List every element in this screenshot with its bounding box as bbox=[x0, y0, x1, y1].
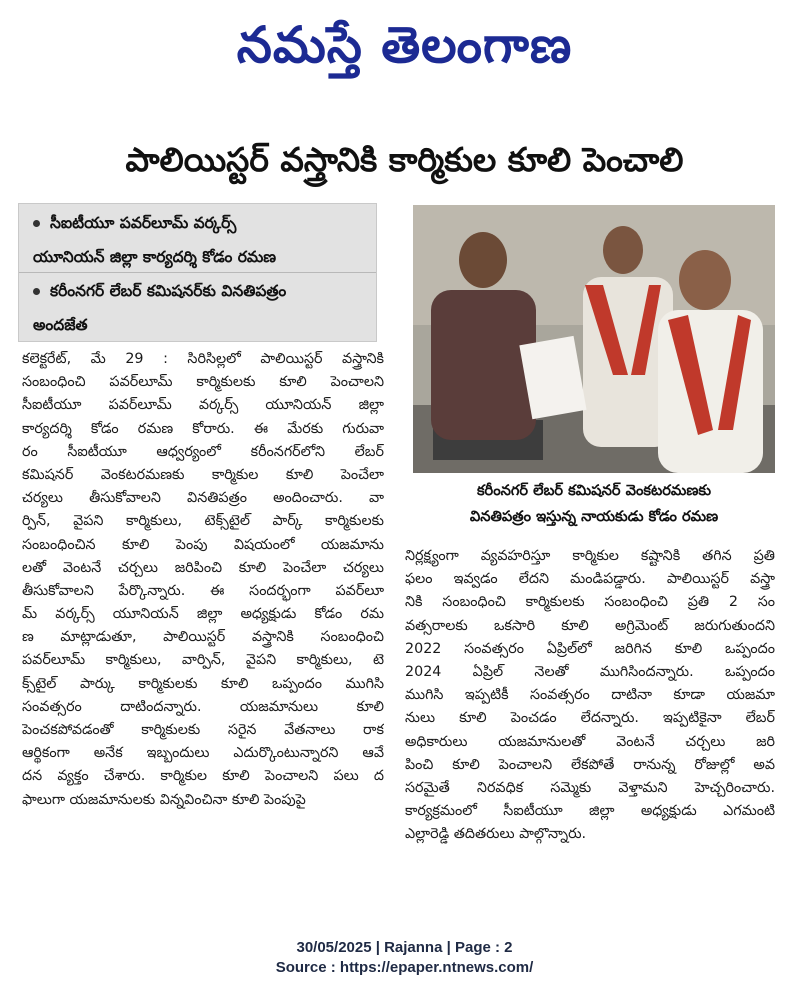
edition-info: 30/05/2025 | Rajanna | Page : 2 bbox=[296, 939, 513, 956]
text-line: సంబంధించి పవర్‌లూమ్ కార్మికులకు కూలి పెంచాలని bbox=[22, 374, 384, 391]
bullet-icon bbox=[33, 220, 40, 227]
text-line: ఫాలుగా యజమానులకు విన్నవించినా కూలి పెంపుపై bbox=[22, 791, 306, 808]
text-line: 2024 ఏప్రిల్ నెలతో ముగిసిందన్నారు. ఒప్పందం bbox=[405, 663, 775, 680]
text-line: సీఐటీయూ పవర్‌లూమ్ వర్కర్స్ యూనియన్ జిల్లా bbox=[22, 397, 384, 414]
text-line: నికి సంబంధించి కార్మికులకు సంబంధించి ప్రతి 2 సం bbox=[405, 594, 775, 611]
text-line: రం సీఐటీయూ ఆధ్వర్యంలో కరీంనగర్‌లోని లేబర్ bbox=[22, 443, 384, 460]
article-headline: పాలియిస్టర్ వస్త్రానికి కార్మికుల కూలి పెంచాలి bbox=[125, 140, 684, 179]
text-line: కమిషనర్ వెంకటరమణకు కార్మికుల కూలి పెంచేలా bbox=[22, 466, 384, 483]
page-footer bbox=[0, 938, 809, 978]
photo-caption: కరీంనగర్ లేబర్ కమిషనర్ వెంకటరమణకు వినతిపత్రం ఇస్తున్న నాయకుడు కోడం రమణ bbox=[469, 482, 719, 525]
text-line: పెంచకపోవడంతో కార్మికులకు సరైన వేతనాలు రాక bbox=[22, 722, 384, 738]
text-line: చర్యలు తీసుకోవాలని వినతిపత్రం అందించారు. వా bbox=[22, 490, 384, 507]
newspaper-logo-title: నమస్తే తెలంగాణ bbox=[236, 15, 573, 74]
source-link[interactable]: Source : https://epaper.ntnews.com/ bbox=[275, 959, 534, 976]
text-line: దన వ్యక్తం చేశారు. కార్మికుల కూలి పెంచాలని పలు ద bbox=[22, 768, 384, 785]
highlight-item: కరీంనగర్ లేబర్ కమిషనర్‌కు వినతిపత్రం అందజేత bbox=[33, 282, 287, 334]
text-line: కలెక్టరేట్, మే 29 : సిరిసిల్లలో పాలియిస్టర్ వస్త్రానికి bbox=[22, 351, 384, 367]
text-line: నిర్లక్ష్యంగా వ్యవహరిస్తూ కార్మికుల కష్టానికి తగిన ప్రతి bbox=[405, 548, 775, 564]
highlight-item: సీఐటీయూ పవర్‌లూమ్ వర్కర్స్ యూనియన్ జిల్లా కార్యదర్శి కోడం రమణ bbox=[33, 214, 277, 266]
text-line: క్స్‌టైల్ పార్కు కార్మికులకు కూలి ఒప్పందం ముగిసి bbox=[22, 675, 384, 692]
news-photo bbox=[413, 205, 775, 473]
text-line: ఎల్లారెడ్డి తదితరులు పాల్గొన్నారు. bbox=[405, 826, 587, 843]
article-body-left-column bbox=[22, 348, 384, 812]
masthead bbox=[0, 6, 809, 84]
text-line: కార్యదర్శి కోడం రమణ కోరారు. ఈ మేరకు గురువా bbox=[22, 420, 384, 437]
text-line: వత్సరాలకు ఒకసారి కూలి అగ్రిమెంట్ జరుగుతుందని bbox=[405, 617, 775, 634]
text-line: అధికారులు యజమానులతో వెంటనే చర్చలు జరి bbox=[405, 733, 775, 750]
text-line: నులు కూలి పెంచడం లేదన్నారు. ఇప్పటికైనా లేబర్ bbox=[405, 710, 775, 727]
text-line: 2022 సంవత్సరం ఏప్రిల్‌లో జరిగిన కూలి ఒప్పందం bbox=[405, 640, 775, 657]
text-line: ణ మాట్లాడుతూ, పాలియిస్టర్ వస్త్రానికి సంబంధించి bbox=[22, 629, 384, 646]
text-line: పించి కూలి పెంచాలని లేకపోతే రానున్న రోజుల్లో అవ bbox=[405, 756, 775, 773]
text-line: సంబంధించిన కూలి పెంపు విషయంలో యజమాను bbox=[22, 536, 384, 553]
text-line: పవర్‌లూమ్ కార్మికులు, వార్పిన్, వైపని కార్మికులు, టె bbox=[22, 652, 384, 669]
photo-illustration bbox=[413, 205, 775, 473]
highlights-box bbox=[18, 203, 377, 342]
text-line: ముగిసి ఇప్పటికీ సంవత్సరం దాటినా కూడా యజమా bbox=[405, 687, 775, 704]
text-line: తీసుకోవాలని పేర్కొన్నారు. ఈ సందర్భంగా పవర్‌లూ bbox=[22, 582, 384, 599]
text-line: ర్పిన్, వైపని కార్మికులు, టెక్స్‌టైల్ పార్క్ కార్మికులకు bbox=[22, 513, 384, 530]
text-line: ఆర్థికంగా అనేక ఇబ్బందులు ఎదుర్కొంటున్నారని ఆవే bbox=[22, 745, 384, 762]
text-line: సంవత్సరం దాటిందన్నారు. యజమానులు కూలి bbox=[22, 698, 384, 715]
text-line: సరమైతే నిరవధిక సమ్మెకు వెళ్తామని హెచ్చరించారు. bbox=[405, 779, 775, 796]
article-body-right-column bbox=[405, 545, 775, 846]
bullet-icon bbox=[33, 288, 40, 295]
text-line: మ్ వర్కర్స్ యూనియన్ జిల్లా అధ్యక్షుడు కోడం రమ bbox=[22, 606, 384, 623]
text-line: కార్యక్రమంలో సీఐటీయూ జిల్లా అధ్యక్షుడు ఎగమంటి bbox=[405, 803, 775, 820]
divider bbox=[19, 272, 376, 273]
text-line: ఫలం ఇవ్వడం లేదని మండిపడ్డారు. పాలియిస్టర్ వస్త్రా bbox=[405, 571, 775, 588]
text-line: లతో వెంటనే చర్చలు జరిపించి కూలి పెంచేలా చర్యలు bbox=[22, 559, 384, 576]
